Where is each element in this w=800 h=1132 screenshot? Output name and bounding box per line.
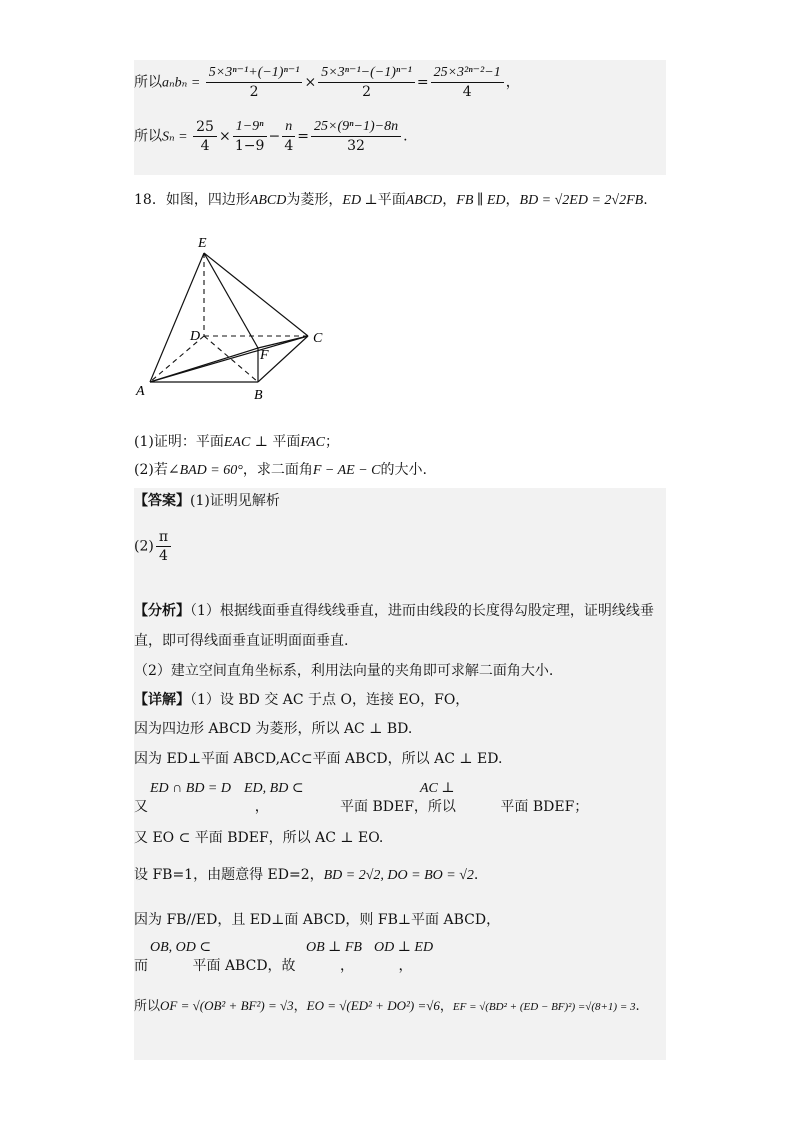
detail-line-9: 所以OF = √(OB² + BF²) = √3，EO = √(ED² + DO²) =√6，EF = √(BD² + (ED − BF)²) =√(8+1) = 3. [134, 998, 640, 1014]
analysis-line-1: 【分析】（1）根据线面垂直得线线垂直，进而由线段的长度得勾股定理，证明线线垂 [134, 603, 654, 619]
prev-line-2: 所以Sₙ = $\frac{25}{4}$ × $\frac{\text{1−9ⁿ}}{1-9}$ − $\frac{n}{4}$ = $\frac{\text{25×(9ⁿ−1)−8n}}{32}$ . [134, 119, 408, 154]
answer-line-2: (2) $\frac{\pi}{4}$ [134, 528, 173, 565]
fraction: $\frac{\text{25×(9ⁿ−1)−8n}}{32}$ [311, 118, 401, 155]
question-2: (2)若∠BAD = 60°，求二面角F − AE − C的大小. [134, 462, 427, 478]
label-B: B [254, 388, 263, 403]
label-F: F [260, 348, 269, 363]
detail-line-2: 因为四边形 ABCD 为菱形，所以 AC ⊥ BD. [134, 721, 413, 737]
fraction: $\frac{\text{5×3ⁿ⁻¹+(−1)ⁿ⁻¹}}{2}$ [206, 64, 303, 101]
detail-line-7: 因为 FB//ED，且 ED⊥面 ABCD，则 FB⊥平面 ABCD， [134, 912, 501, 928]
label-E: E [198, 236, 207, 251]
fraction: $\frac{\text{1−9ⁿ}}{1-9}$ [233, 118, 267, 155]
label-C: C [313, 331, 323, 346]
edge-EC [204, 253, 308, 336]
fraction: $\frac{\text{25×3²ⁿ⁻²−1}}{4}$ [431, 64, 504, 101]
detail-line-1: 【详解】（1）设 BD 交 AC 于点 O，连接 EO，FO， [134, 692, 470, 708]
answer-line-1: 【答案】(1)证明见解析 [134, 493, 280, 509]
prev-line-1: 所以aₙbₙ = $\frac{\text{5×3ⁿ⁻¹+(−1)ⁿ⁻¹}}{2}$ × $\frac{\text{5×3ⁿ⁻¹−(−1)ⁿ⁻¹}}{2}$ = $\frac{\text{25×3²ⁿ⁻²−1}}{4}$ ， [134, 65, 520, 100]
fraction: $\frac{25}{4}$ [193, 118, 217, 155]
edge-EF [204, 253, 258, 348]
label-D: D [190, 329, 201, 344]
geometry-figure [134, 228, 334, 408]
fraction: $\frac{\text{5×3ⁿ⁻¹−(−1)ⁿ⁻¹}}{2}$ [318, 64, 415, 101]
detail-line-5: 又 EO ⊂ 平面 BDEF，所以 AC ⊥ EO. [134, 830, 384, 846]
detail-line-3: 因为 ED⊥平面 ABCD,AC⊂平面 ABCD，所以 AC ⊥ ED. [134, 751, 503, 767]
edge-AF [150, 348, 258, 382]
analysis-line-2: 直，即可得线面垂直证明面面垂直. [134, 633, 349, 649]
detail-line-6: 设 FB=1，由题意得 ED=2，BD = 2√2, DO = BO = √2. [134, 867, 479, 883]
fraction: $\frac{\pi}{4}$ [156, 528, 171, 565]
problem-statement: 18．如图，四边形ABCD为菱形，ED ⊥平面ABCD，FB ∥ ED，BD = √2ED = 2√2FB. [134, 192, 648, 208]
fraction: $\frac{n}{4}$ [282, 118, 295, 155]
label-A: A [136, 384, 145, 399]
edge-EA [150, 253, 204, 382]
question-1: (1)证明：平面EAC ⊥ 平面FAC； [134, 434, 340, 450]
analysis-line-3: （2）建立空间直角坐标系，利用法向量的夹角即可求解二面角大小. [134, 663, 554, 679]
